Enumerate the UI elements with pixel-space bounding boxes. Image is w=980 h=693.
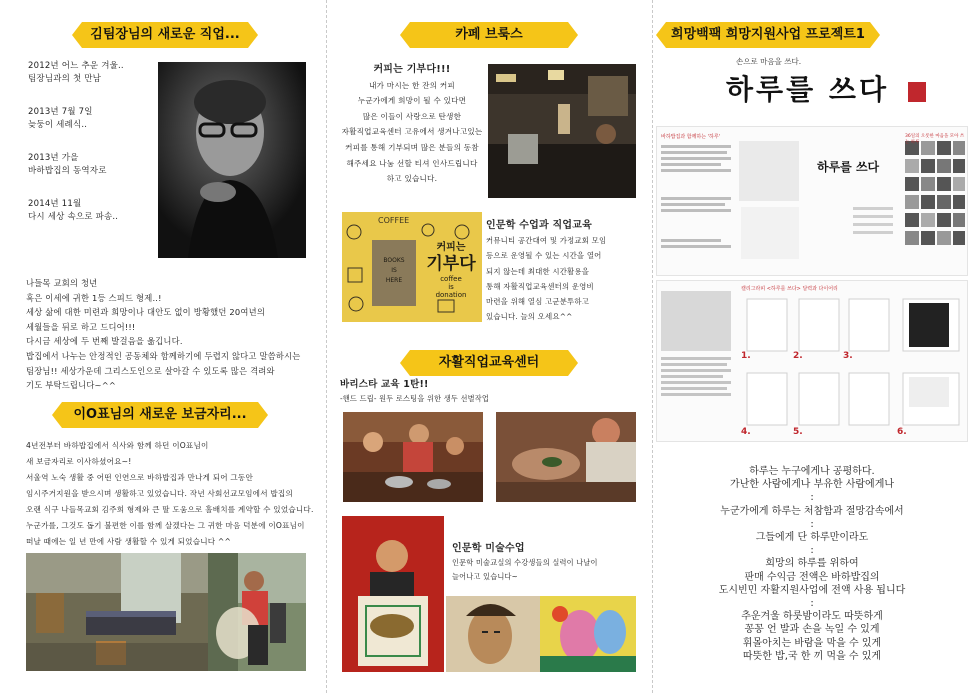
banner-training-center: 자활직업교육센터	[410, 350, 568, 376]
banner-new-job: 김팀장님의 새로운 직업...	[82, 22, 248, 48]
barista-class-photo	[343, 412, 483, 502]
moving-man-photo	[208, 553, 306, 671]
art-class-text: 인문학 미술수업 인문학 미술교실의 수강생들의 실력이 나날이 늘어나고 있습니다~	[452, 543, 598, 581]
cafe-interior-photo	[488, 64, 636, 198]
portrait-photo	[158, 62, 306, 258]
product-number-6: 6.	[897, 427, 907, 437]
poster-title: 커피는 기부다 coffee is donation	[426, 242, 476, 299]
banner-new-home: 이O표님의 새로운 보금자리...	[62, 402, 258, 428]
product-number-5: 5.	[793, 427, 803, 437]
brochure-front	[656, 126, 968, 276]
brochure-back	[656, 280, 968, 442]
fold-line-1	[326, 0, 327, 693]
barista-text: 바리스타 교육 1탄!! -핸드 드립- 원두 로스팅을 위한 생두 선별작업	[340, 379, 490, 403]
product-number-1: 1.	[741, 351, 751, 361]
poster-book-text: BOOKS IS HERE	[383, 257, 405, 284]
sketch-portrait-photo	[446, 596, 540, 672]
timeline-text: 2012년 어느 추운 겨울.. 팀장님과의 첫 만남 2013년 7월 7일 늦둥이 세례식.. 2013년 가을 바하밥집의 동역자로 2014년 11월 다시 세상 속으로 파송..	[28, 61, 124, 222]
brand-subtitle: 손으로 마음을 쓰다.	[736, 57, 802, 66]
bean-sorting-photo	[496, 412, 636, 502]
coffee-donation-poster	[342, 212, 482, 322]
brochure-label-products: 캘리그라피 <하루를 쓰다> 달력과 다이어리	[741, 286, 838, 292]
product-number-3: 3.	[843, 351, 853, 361]
job-story-text: 나들목 교회의 청년 혹은 이세에 귀한 1등 스피드 형제..! 세상 삶에 대한 미련과 희망이나 대안도 없이 방황했던 20여년의 세월들을 뒤로 하고 드디어!!! 다시금 세상에 두 번째 발걸음을 옮깁니다. 밥집에서 나누는 안정적인 공동체와 함께하기에 두렵지 않다고 말씀하시는 팀장님!! 세상가운데 그리스도인으로 살아갈 수 있도록 많은 격려와 기도 부탁드립니다~^^	[26, 278, 301, 391]
cafe-text: 커피는 기부다!!! 내가 마시는 한 잔의 커피 누군가에게 희망이 될 수 있다면 많은 이들이 사랑으로 탄생한 자활직업교육센터 고유에서 생겨나고있는 커피를 통해 기부되며 많은 분들의 동참 해주세요 나눔 선할 티셔 인사드립니다 하고 있습니다.	[341, 64, 483, 184]
product-number-4: 4.	[741, 427, 751, 437]
brand-title: 하루를 쓰다	[726, 73, 889, 106]
campaign-poem: 하루는 누구에게나 공평하다. 가난한 사람에게나 부유한 사람에게나 : 누군가에게 하루는 처참함과 절망감속에서 : 그들에게 단 하루만이라도 : 희망의 하루를 위하여 판매 수익금 전액은 바하밥집의 도시빈민 자활지원사업에 전액 사용 됩니다 : 추운겨울 하룻밤이라도 따뜻하게 꽁꽁 언 발과 손을 녹일 수 있게 휘몰아치는 바람을 막을 수 있게 따뜻한 밥,국 한 끼 먹을 수 있게	[718, 466, 906, 662]
room-photo	[26, 553, 208, 671]
banner-hope-backpack: 희망백팩 희망지원사업 프로젝트1	[666, 22, 870, 48]
fold-line-2	[652, 0, 653, 693]
course-text: 인문학 수업과 직업교육 커뮤니티 공간대여 및 가정교회 모임 등으로 운영될 수 있는 시간을 열어 되지 않는데 최대한 시간활용을 통해 자활직업교육센터의 운영비 마련을 위해 열심 고군분투하고 있습니다. 늘의 오세요^^	[486, 220, 607, 322]
svg-text:하루를 쓰다: 하루를 쓰다	[817, 160, 880, 174]
banner-cafe-brooks: 카페 브룩스	[410, 22, 568, 48]
art-student-photo	[342, 516, 444, 672]
red-seal-stamp	[908, 82, 926, 102]
home-story-text: 4년전부터 바하밥집에서 식사와 함께 하던 이O표님이 새 보금자리로 이사하셨어요~! 서울역 노숙 생활 중 어떤 인연으로 바하밥집과 만나게 되어 그동안 임시주거지원을 받으시며 생활하고 있었습니다. 작년 사회선교모임에서 밥집의 오랜 식구 나들목교회 김주희 형제와 큰 딸 도움으로 홀배치를 계약할 수 있었습니다. 누군가를, 그것도 돕기 불편한 이를 함께 살겠다는 그 귀한 마음 덕분에 이O표님이 떠날 때에는 일 년 만에 사람 생활할 수 있게 되었습니다 ^^	[26, 441, 314, 546]
product-number-2: 2.	[793, 351, 803, 361]
poster-coffee-sign: COFFEE	[378, 216, 410, 225]
brochure-label-front: 바하밥집과 함께하는 '하루'	[661, 134, 721, 140]
colorful-painting-photo	[540, 596, 636, 672]
brochure-label-36days: 36일의 오롯한 마음을 모아 쓰는 하루	[905, 134, 965, 145]
